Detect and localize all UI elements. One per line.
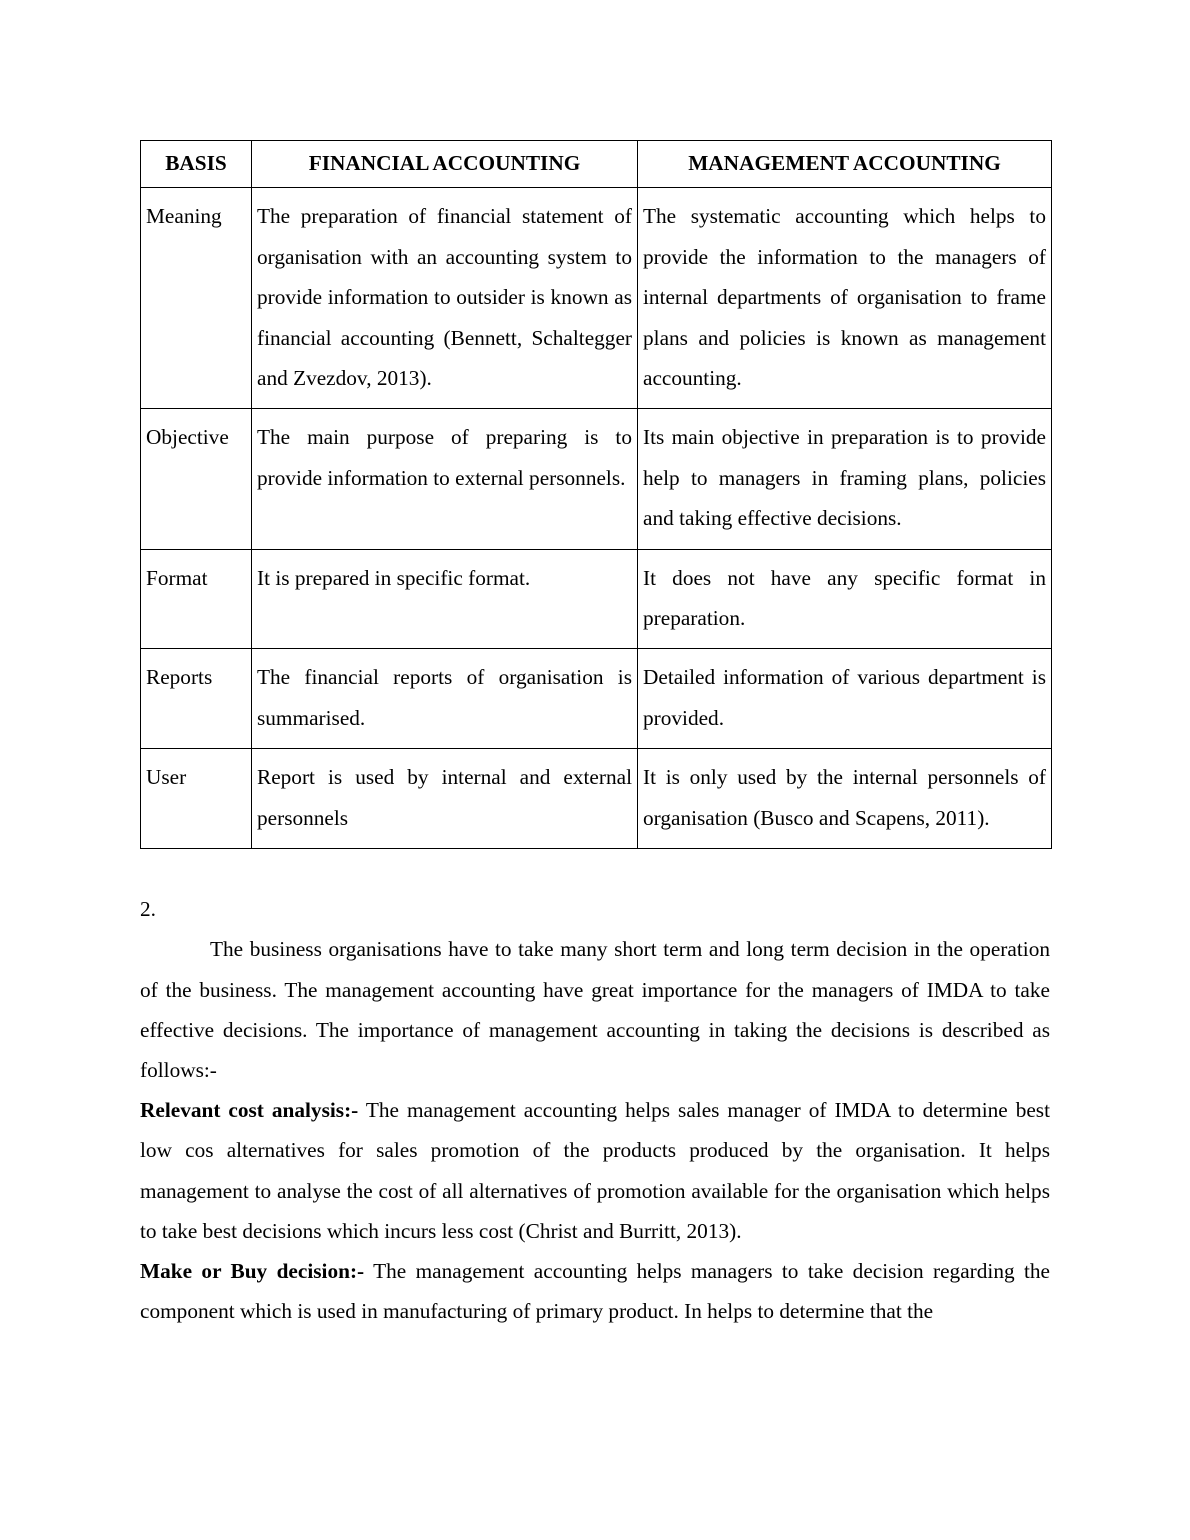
table-row (141, 649, 1052, 749)
point-text: The management accounting helps managers to take decision regarding the component which is used in manufacturing of primary product. In helps to determine that the (140, 1258, 1051, 1324)
point-heading: Relevant cost analysis:- (140, 1098, 359, 1123)
financial-cell: It is prepared in specific format. (252, 549, 638, 649)
management-cell: It is only used by the internal personnels of organisation (Busco and Scapens, 2011). (638, 749, 1052, 849)
table-header-row (141, 141, 1052, 188)
management-cell: Its main objective in preparation is to provide help to managers in framing plans, policies and taking effective decisions. (638, 409, 1052, 549)
header-management-accounting: MANAGEMENT ACCOUNTING (638, 141, 1052, 188)
management-cell: Detailed information of various department is provided. (638, 649, 1052, 749)
management-cell: The systematic accounting which helps to provide the information to the managers of internal departments of organisation to frame plans and policies is known as management accounting. (638, 188, 1052, 409)
point-paragraph (140, 1251, 1050, 1331)
section-number: 2. (140, 897, 156, 922)
header-basis: BASIS (141, 141, 252, 188)
table-row (141, 749, 1052, 849)
management-cell: It does not have any specific format in preparation. (638, 549, 1052, 649)
financial-cell: The preparation of financial statement of organisation with an accounting system to provide information to outsider is known as financial accounting (Bennett, Schaltegger and Zvezdov, 2013). (252, 188, 638, 409)
basis-cell: Format (141, 549, 252, 649)
table-row (141, 188, 1052, 409)
financial-cell: Report is used by internal and external personnels (252, 749, 638, 849)
point-paragraph (140, 1090, 1050, 1251)
basis-cell: Reports (141, 649, 252, 749)
document-page (140, 140, 1050, 1331)
header-financial-accounting: FINANCIAL ACCOUNTING (252, 141, 638, 188)
basis-cell: Meaning (141, 188, 252, 409)
basis-cell: Objective (141, 409, 252, 549)
table-row (141, 549, 1052, 649)
table-row (141, 409, 1052, 549)
point-heading: Make or Buy decision:- (140, 1258, 365, 1283)
comparison-table (140, 140, 1052, 849)
section-2 (140, 889, 1050, 1331)
point-text: The management accounting helps sales manager of IMDA to determine best low cos alternatives for sales promotion of the products produced by the organisation. It helps management to analyse the cost of all alternatives of promotion available for the organisation which helps to take best decisions which incurs less cost (Christ and Burritt, 2013). (140, 1098, 1050, 1243)
financial-cell: The main purpose of preparing is to provide information to external personnels. (252, 409, 638, 549)
intro-paragraph: The business organisations have to take many short term and long term decision in the operation of the business. The management accounting have great importance for the managers of IMDA to take effective decisions. The importance of management accounting in taking the decisions is described as follows:- (140, 937, 1050, 1082)
financial-cell: The financial reports of organisation is summarised. (252, 649, 638, 749)
basis-cell: User (141, 749, 252, 849)
